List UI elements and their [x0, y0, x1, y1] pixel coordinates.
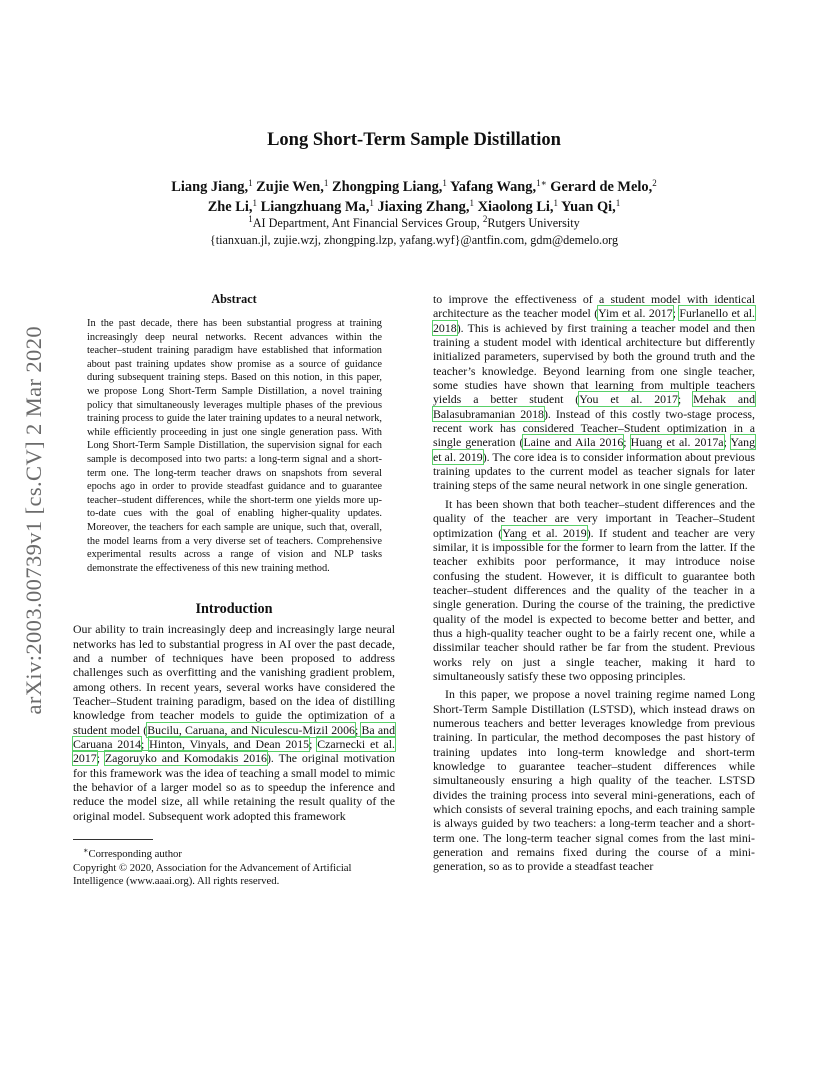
introduction-paragraph: Our ability to train increasingly deep and increasingly large neural networks has led to substantial progress in AI over the past decade, and a number of techniques have been proposed to address challenges such as overfitting and the vanishing gradient problem, among others. In recent years, several works have considered the Teacher–Student training paradigm, based on the idea of distilling knowledge from teacher models to guide the optimization of a student model (Bucilu, Caruana, and Niculescu-Mizil 2006; Ba and Caruana 2014; Hinton, Vinyals, and Dean 2015; Czarnecki et al. 2017; Zagoruyko and Komodakis 2016). The original motivation for this framework was the idea of teaching a small model to mimic the behavior of a larger model so as to speedup the inference and reduce the model size, all while retaining the result quality of the original model. Subsequent work adopted this framework — [73, 622, 395, 823]
citation-link[interactable]: Bucilu, Caruana, and Niculescu-Mizil 2006 — [147, 722, 355, 737]
author: Yafang Wang,$^{1∗}$ — [449, 178, 547, 195]
citation-link[interactable]: Laine and Aila 2016 — [523, 435, 624, 450]
right-column — [433, 292, 755, 874]
citation-link[interactable]: Yang et al. 2019 — [433, 435, 755, 464]
abstract-text: In the past decade, there has been substantial progress at training increasingly deep neural networks. Recent advances within the teacher–student training paradigm have established that information about past training updates show promise as a source of guidance during subsequent training steps. Based on this notion, in this paper, we propose Long Short-Term Sample Distillation, a novel training policy that simultaneously leverages multiple phases of the previous training process to guide the later training updates to a neural network, while efficiently proceeding in just one single generation pass. With Long Short-Term Sample Distillation, the supervision signal for each sample is decomposed into two parts: a long-term signal and a short-term one. The long-term teacher draws on snapshots from several epochs ago in order to provide steadfast guidance and to guarantee teacher–student differences, while the short-term one yields more up-to-date cues with the goal of enabling higher-quality updates. Moreover, the teachers for each sample are unique, such that, overall, the model learns from a very diverse set of teachers. Comprehensive experimental results across a range of vision and NLP tasks demonstrate the effectiveness of this new training method. — [87, 318, 382, 574]
author: Liang Jiang,$^1$ — [171, 178, 253, 195]
left-column — [73, 292, 395, 888]
author-line-1 — [0, 178, 828, 198]
affiliation-line: $^1$AI Department, Ant Financial Services Group, $^2$Rutgers University — [248, 214, 580, 230]
arxiv-identifier — [20, 290, 48, 750]
author-list — [0, 178, 828, 217]
arxiv-identifier-text: arXiv:2003.00739v1 [cs.CV] 2 Mar 2020 — [21, 325, 46, 715]
body-paragraph: In this paper, we propose a novel training regime named Long Short-Term Sample Distillation (LSTSD), which instead draws on numerous teachers and better leverages knowledge from previous training. In particular, the method decomposes the past history of training updates into long-term knowledge and short-term knowledge to guarantee teacher–student differences while simultaneously ensuring a high quality of the teacher. LSTSD divides the training process into several mini-generations, each of which consists of several training epochs, and each training sample is always guided by two teachers: a long-term teacher and a short-term one. The long-term teacher signal comes from the last mini-generation and remains fixed during the course of a mini-generation, so as to provide a steadfast teacher — [433, 687, 755, 874]
affiliations — [0, 215, 828, 248]
author: Zhe Li,$^1$ — [207, 197, 257, 215]
copyright-notice: Copyright © 2020, Association for the Advancement of Artificial Intelligence (www.aaai.org). All rights reserved. — [73, 861, 352, 887]
abstract-heading: Abstract — [211, 292, 257, 306]
citation-link[interactable]: Czarnecki et al. 2017 — [73, 737, 395, 766]
paper-title: Long Short-Term Sample Distillation — [267, 130, 561, 150]
author: Zujie Wen,$^1$ — [256, 178, 329, 195]
author: Yuan Qi,$^1$ — [561, 197, 621, 215]
footnotes — [73, 844, 395, 888]
body-paragraph: It has been shown that both teacher–student differences and the quality of the teacher are very important in Teacher–Student optimization (Yang et al. 2019). If student and teacher are very similar, it is impossible for the former to learn from the latter. If the teacher exhibits poor performance, it may introduce noise confusing the student. However, it is difficult to guarantee both teacher–student differences and the quality of the teacher in a single generation. During the course of the training, the predictive quality of the model is expected to become better and better, and thus a high-quality teacher ought to be a fairly recent one, while a dissimilar teacher should rather be far from the student. Previous works rely on just a single teacher, making it hard to simultaneously satisfy these two opposing principles. — [433, 496, 755, 683]
citation-link[interactable]: Huang et al. 2017a — [630, 435, 724, 450]
citation-link[interactable]: Ba and Caruana 2014 — [73, 722, 395, 752]
citation-link[interactable]: Zagoruyko and Komodakis 2016 — [104, 751, 267, 766]
introduction-heading: Introduction — [195, 601, 273, 618]
author: Liangzhuang Ma,$^1$ — [260, 197, 374, 215]
author: Gerard de Melo,$^2$ — [550, 178, 657, 195]
email-line: {tianxuan.jl, zujie.wzj, zhongping.lzp, yafang.wyf}@antfin.com, gdm@demelo.org — [209, 232, 619, 247]
author: Jiaxing Zhang,$^1$ — [377, 197, 474, 215]
citation-link[interactable]: Furlanello et al. 2018 — [433, 306, 755, 335]
citation-link[interactable]: Hinton, Vinyals, and Dean 2015 — [149, 737, 310, 752]
footnote-corresponding: ∗Corresponding author — [83, 846, 182, 861]
citation-link[interactable]: You et al. 2017 — [579, 392, 678, 407]
author: Zhongping Liang,$^1$ — [331, 178, 447, 195]
citation-link[interactable]: Yang et al. 2019 — [502, 525, 587, 540]
author: Xiaolong Li,$^1$ — [477, 197, 559, 215]
citation-link[interactable]: Mehak and Balasubramanian 2018 — [433, 392, 755, 421]
footnote-rule — [73, 839, 153, 840]
citation-link[interactable]: Yim et al. 2017 — [598, 306, 673, 321]
body-paragraph: to improve the effectiveness of a student model with identical architecture as the teacher model (Yim et al. 2017; Furlanello et al. 2018). This is achieved by first training a teacher model and then training a student model with identical architecture but differently initialized parameters, supervised by both the ground truth and the teacher’s knowledge. Beyond learning from one single teacher, some studies have shown that learning from multiple teachers yields a better student (You et al. 2017; Mehak and Balasubramanian 2018). Instead of this costly two-stage process, recent work has considered Teacher–Student optimization in a single generation (Laine and Aila 2016; Huang et al. 2017a; Yang et al. 2019). The core idea is to consider information about previous training updates to the current model as teacher signals for later training steps of the same neural network in one single generation. — [433, 292, 755, 493]
